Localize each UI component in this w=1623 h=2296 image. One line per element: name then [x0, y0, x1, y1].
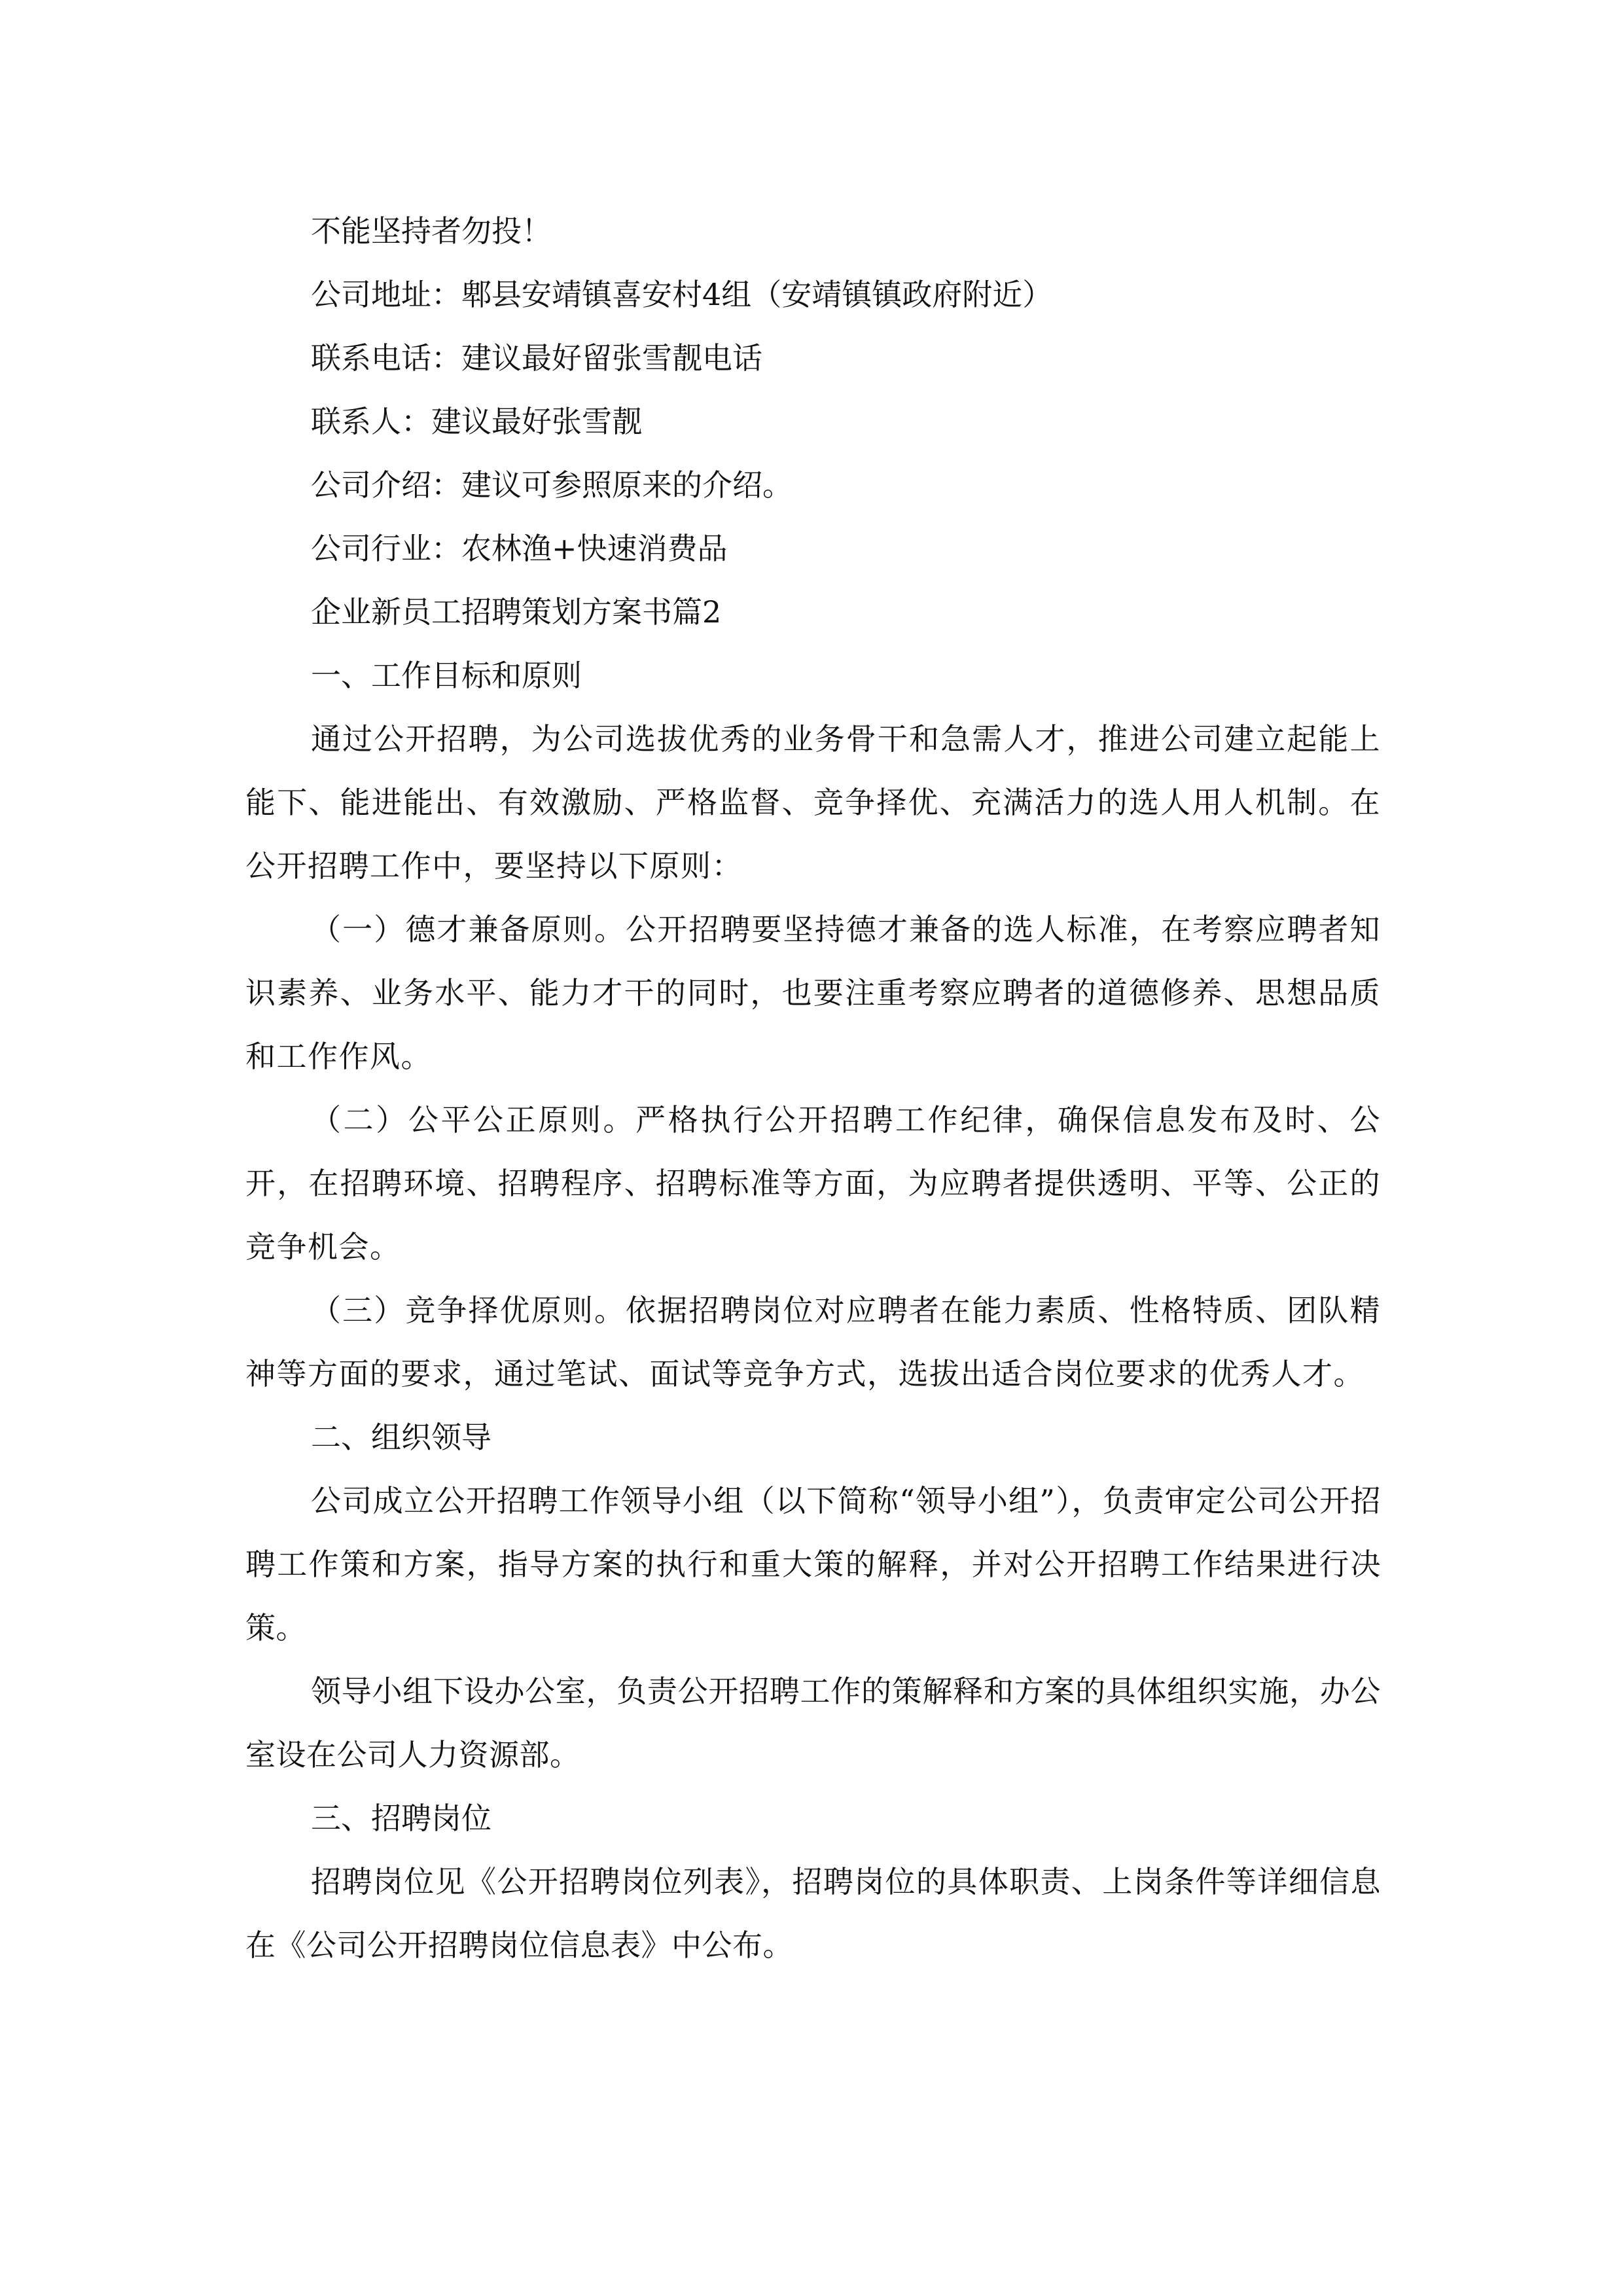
contact-phone-line: 联系电话：建议最好留张雪靓电话: [311, 340, 762, 376]
paragraph-goals: 通过公开招聘，为公司选拔优秀的业务骨干和急需人才，推进公司建立起能上能下、能进能出、有效激励、严格监督、竞争择优、充满活力的选人用人机制。在公开招聘工作中，要坚持以下原则：: [245, 721, 1381, 884]
company-intro-line: 公司介绍：建议可参照原来的介绍。: [311, 467, 793, 503]
contact-person-line: 联系人：建议最好张雪靓: [311, 404, 642, 439]
heading-positions: 三、招聘岗位: [311, 1801, 491, 1836]
paragraph-positions: 招聘岗位见《公开招聘岗位列表》，招聘岗位的具体职责、上岗条件等详细信息在《公司公开招聘岗位信息表》中公布。: [245, 1864, 1381, 1963]
paragraph-leadership-2: 领导小组下设办公室，负责公开招聘工作的策解释和方案的具体组织实施，办公室设在公司人力资源部。: [245, 1674, 1381, 1772]
notice-line: 不能坚持者勿投！: [311, 213, 552, 249]
company-industry-line: 公司行业：农林渔+快速消费品: [311, 531, 728, 566]
section-title: 企业新员工招聘策划方案书篇2: [311, 594, 722, 630]
heading-goals-principles: 一、工作目标和原则: [311, 658, 582, 693]
paragraph-principle-1: （一）德才兼备原则。公开招聘要坚持德才兼备的选人标准，在考察应聘者知识素养、业务水平、能力才干的同时，也要注重考察应聘者的道德修养、思想品质和工作作风。: [245, 912, 1381, 1074]
document-body: [245, 200, 1381, 1977]
paragraph-principle-2: （二）公平公正原则。严格执行公开招聘工作纪律，确保信息发布及时、公开，在招聘环境、招聘程序、招聘标准等方面，为应聘者提供透明、平等、公正的竞争机会。: [245, 1102, 1381, 1265]
company-address-line: 公司地址：郫县安靖镇喜安村4组（安靖镇镇政府附近）: [311, 277, 1053, 312]
paragraph-leadership-1: 公司成立公开招聘工作领导小组（以下简称“领导小组”），负责审定公司公开招聘工作策和方案，指导方案的执行和重大策的解释，并对公开招聘工作结果进行决策。: [245, 1483, 1381, 1645]
heading-organization: 二、组织领导: [311, 1420, 491, 1455]
paragraph-principle-3: （三）竞争择优原则。依据招聘岗位对应聘者在能力素质、性格特质、团队精神等方面的要求，通过笔试、面试等竞争方式，选拔出适合岗位要求的优秀人才。: [245, 1293, 1381, 1391]
